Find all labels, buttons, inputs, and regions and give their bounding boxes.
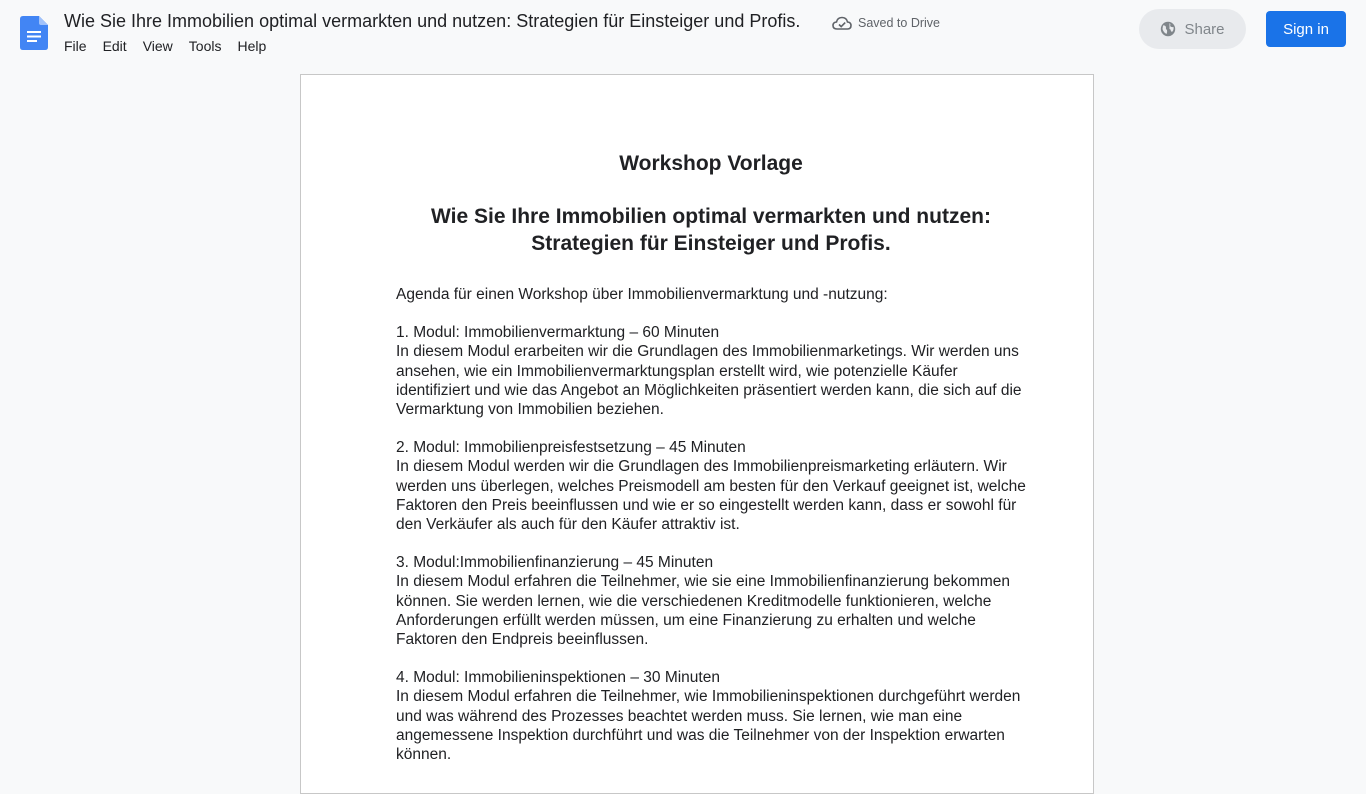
google-docs-icon[interactable] bbox=[20, 16, 48, 50]
module-block bbox=[396, 553, 1026, 649]
menu-help[interactable]: Help bbox=[237, 38, 267, 54]
sign-in-button[interactable]: Sign in bbox=[1266, 11, 1346, 47]
module-heading: 2. Modul: Immobilienpreisfestsetzung – 45 Minuten bbox=[396, 439, 746, 457]
globe-icon bbox=[1160, 21, 1176, 37]
menu-bar bbox=[56, 36, 274, 56]
document-body bbox=[396, 149, 1026, 764]
module-heading: 4. Modul: Immobilieninspektionen – 30 Minuten bbox=[396, 669, 720, 687]
menu-tools[interactable]: Tools bbox=[188, 38, 222, 54]
document-title[interactable]: Wie Sie Ihre Immobilien optimal vermarkten und nutzen: Strategien für Einsteiger und Profis. bbox=[64, 11, 801, 31]
module-block bbox=[396, 438, 1026, 534]
save-status[interactable] bbox=[832, 14, 940, 32]
module-heading: 1. Modul: Immobilienvermarktung – 60 Minuten bbox=[396, 324, 720, 342]
module-text: In diesem Modul erfahren die Teilnehmer, wie Immobilieninspektionen durchgeführt werden und was während des Prozesses beachtet werden muss. Sie lernen, wie man eine angemessene Inspektion durchführt und was die Teilnehmer von der Inspektion erwarten können. bbox=[396, 688, 1021, 764]
module-block bbox=[396, 668, 1026, 764]
top-bar bbox=[0, 0, 1366, 64]
module-block bbox=[396, 323, 1026, 419]
menu-edit[interactable]: Edit bbox=[102, 38, 127, 54]
document-subtitle: Wie Sie Ihre Immobilien optimal vermarkten und nutzen: Strategien für Einsteiger und Profis. bbox=[431, 205, 991, 255]
menu-file[interactable]: File bbox=[64, 38, 87, 54]
module-text: In diesem Modul erarbeiten wir die Grundlagen des Immobilienmarketings. Wir werden uns ansehen, wie ein Immobilienvermarktungsplan erstellt wird, wie potenzielle Käufer identifiziert und wie das Angebot an Möglichkeiten präsentiert werden kann, die sich auf die Vermarktung von Immobilien beziehen. bbox=[396, 343, 1022, 419]
document-page[interactable] bbox=[300, 74, 1094, 794]
share-button[interactable] bbox=[1139, 9, 1246, 49]
module-heading: 3. Modul:Immobilienfinanzierung – 45 Minuten bbox=[396, 554, 714, 572]
save-status-label: Saved to Drive bbox=[858, 16, 940, 30]
document-heading: Workshop Vorlage bbox=[619, 152, 803, 175]
cloud-done-icon bbox=[832, 15, 852, 31]
module-text: In diesem Modul erfahren die Teilnehmer, wie sie eine Immobilienfinanzierung bekommen können. Sie werden lernen, wie die verschiedenen Kreditmodelle funktionieren, welche Anforderungen erfüllt werden müssen, um eine Finanzierung zu erhalten und welche Faktoren den Endpreis beeinflussen. bbox=[396, 573, 1011, 649]
share-label: Share bbox=[1184, 20, 1225, 38]
agenda-intro: Agenda für einen Workshop über Immobilienvermarktung und -nutzung: bbox=[396, 286, 888, 303]
menu-view[interactable]: View bbox=[142, 38, 173, 54]
module-text: In diesem Modul werden wir die Grundlagen des Immobilienpreismarketing erläutern. Wir werden uns überlegen, welches Preismodell am besten für den Verkauf geeignet ist, welche Faktoren den Preis beeinflussen und wie er so eingestellt werden kann, dass er sowohl für den Verkäufer als auch für den Käufer attraktiv ist. bbox=[396, 458, 1026, 534]
